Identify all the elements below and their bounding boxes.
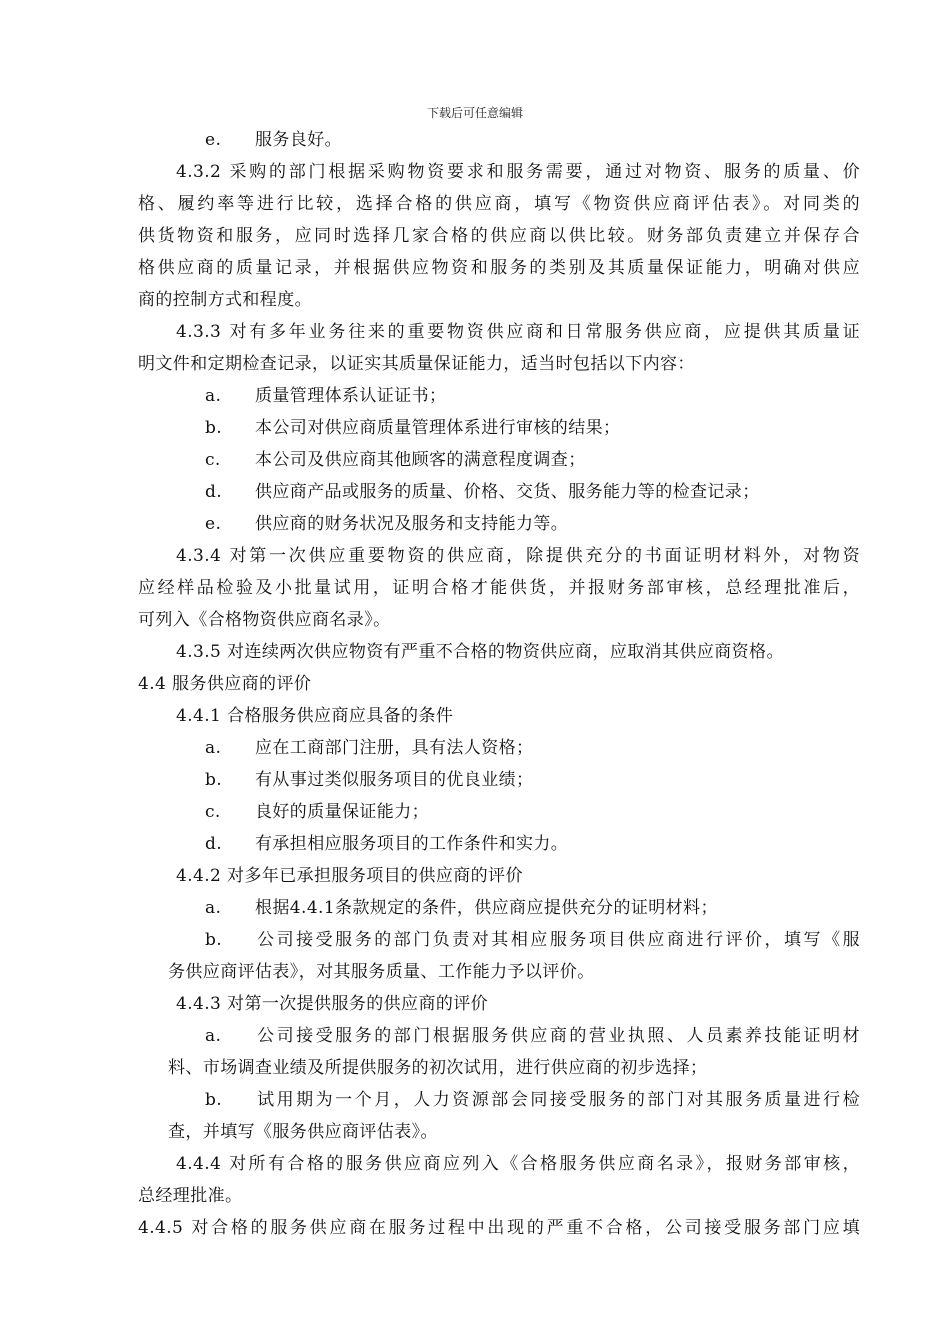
list-item — [205, 512, 860, 536]
list-item — [205, 832, 860, 856]
list-text: 有从事过类似服务项目的优良业绩； — [255, 770, 534, 790]
list-text: 服务良好。 — [255, 130, 342, 150]
list-label: a. — [205, 386, 222, 406]
page-header: 下载后可任意编辑 — [426, 106, 523, 120]
list-label: e. — [205, 130, 222, 150]
list-text: 供应商产品或服务的质量、价格、交货、服务能力等的检查记录； — [255, 482, 760, 502]
list-item — [205, 736, 860, 760]
list-label: b. — [205, 418, 223, 438]
list-item — [205, 800, 860, 824]
list-label: a. — [205, 1026, 222, 1046]
list-item — [205, 768, 860, 792]
paragraph-line: 务供应商评估表》，对其服务质量、工作能力予以评价。 — [168, 962, 595, 982]
paragraph-line: 4.3.5 对连续两次供应物资有严重不合格的物资供应商，应取消其供应商资格。 — [176, 642, 784, 662]
list-item — [205, 480, 860, 504]
list-item — [205, 896, 860, 920]
list-item — [205, 1024, 860, 1048]
subsection-heading: 4.4.2 对多年已承担服务项目的供应商的评价 — [176, 866, 523, 886]
list-item — [205, 416, 860, 440]
list-text: 供应商的财务状况及服务和支持能力等。 — [255, 514, 569, 534]
paragraph-line: 总经理批准。 — [138, 1186, 243, 1206]
list-label: e. — [205, 514, 222, 534]
list-label: a. — [205, 898, 222, 918]
list-text: 公司接受服务的部门根据服务供应商的营业执照、人员素养技能证明材 — [255, 1026, 860, 1046]
paragraph-line: 4.4.5 对合格的服务供应商在服务过程中出现的严重不合格，公司接受服务部门应填 — [138, 1218, 860, 1238]
subsection-heading: 4.4.3 对第一次提供服务的供应商的评价 — [176, 994, 489, 1014]
paragraph-line: 料、市场调查业绩及所提供服务的初次试用，进行供应商的初步选择； — [168, 1058, 708, 1078]
list-text: 良好的质量保证能力； — [255, 802, 429, 822]
paragraph-line: 4.3.3 对有多年业务往来的重要物资供应商和日常服务供应商，应提供其质量证 — [176, 322, 860, 342]
paragraph-line: 供货物资和服务，应同时选择几家合格的供应商以供比较。财务部负责建立并保存合 — [138, 226, 860, 246]
list-text: 公司接受服务的部门负责对其相应服务项目供应商进行评价，填写《服 — [255, 930, 860, 950]
list-text: 质量管理体系认证证书； — [255, 386, 447, 406]
list-label: d. — [205, 482, 223, 502]
list-label: b. — [205, 770, 223, 790]
list-label: b. — [205, 930, 223, 950]
paragraph-line: 4.3.2 采购的部门根据采购物资要求和服务需要，通过对物资、服务的质量、价 — [176, 162, 860, 182]
list-text: 试用期为一个月，人力资源部会同接受服务的部门对其服务质量进行检 — [255, 1090, 860, 1110]
section-heading: 4.4 服务供应商的评价 — [138, 674, 312, 694]
paragraph-line: 明文件和定期检查记录，以证实其质量保证能力，适当时包括以下内容： — [138, 354, 695, 374]
list-text: 应在工商部门注册，具有法人资格； — [255, 738, 534, 758]
list-text: 有承担相应服务项目的工作条件和实力。 — [255, 834, 569, 854]
list-label: a. — [205, 738, 222, 758]
paragraph-line: 应经样品检验及小批量试用，证明合格才能供货，并报财务部审核，总经理批准后， — [138, 578, 860, 598]
list-text: 根据4.4.1条款规定的条件，供应商应提供充分的证明材料； — [255, 898, 718, 918]
list-label: b. — [205, 1090, 223, 1110]
paragraph-line: 格、履约率等进行比较，选择合格的供应商，填写《物资供应商评估表》。对同类的 — [138, 194, 860, 214]
paragraph-line: 商的控制方式和程度。 — [138, 290, 312, 310]
paragraph-line: 可列入《合格物资供应商名录》。 — [138, 610, 391, 630]
paragraph-line: 格供应商的质量记录，并根据供应物资和服务的类别及其质量保证能力，明确对供应 — [138, 258, 860, 278]
list-text: 本公司对供应商质量管理体系进行审核的结果； — [255, 418, 621, 438]
paragraph-line: 4.3.4 对第一次供应重要物资的供应商，除提供充分的书面证明材料外，对物资 — [176, 546, 860, 566]
paragraph-line: 查，并填写《服务供应商评估表》。 — [168, 1122, 438, 1142]
list-item — [205, 448, 860, 472]
list-item — [205, 928, 860, 952]
subsection-heading: 4.4.1 合格服务供应商应具备的条件 — [176, 706, 454, 726]
list-item — [205, 128, 860, 152]
list-text: 本公司及供应商其他顾客的满意程度调查； — [255, 450, 586, 470]
list-label: c. — [205, 450, 221, 470]
paragraph-line: 4.4.4 对所有合格的服务供应商应列入《合格服务供应商名录》，报财务部审核， — [176, 1154, 860, 1174]
list-item — [205, 1088, 860, 1112]
list-item — [205, 384, 860, 408]
list-label: d. — [205, 834, 223, 854]
list-label: c. — [205, 802, 221, 822]
